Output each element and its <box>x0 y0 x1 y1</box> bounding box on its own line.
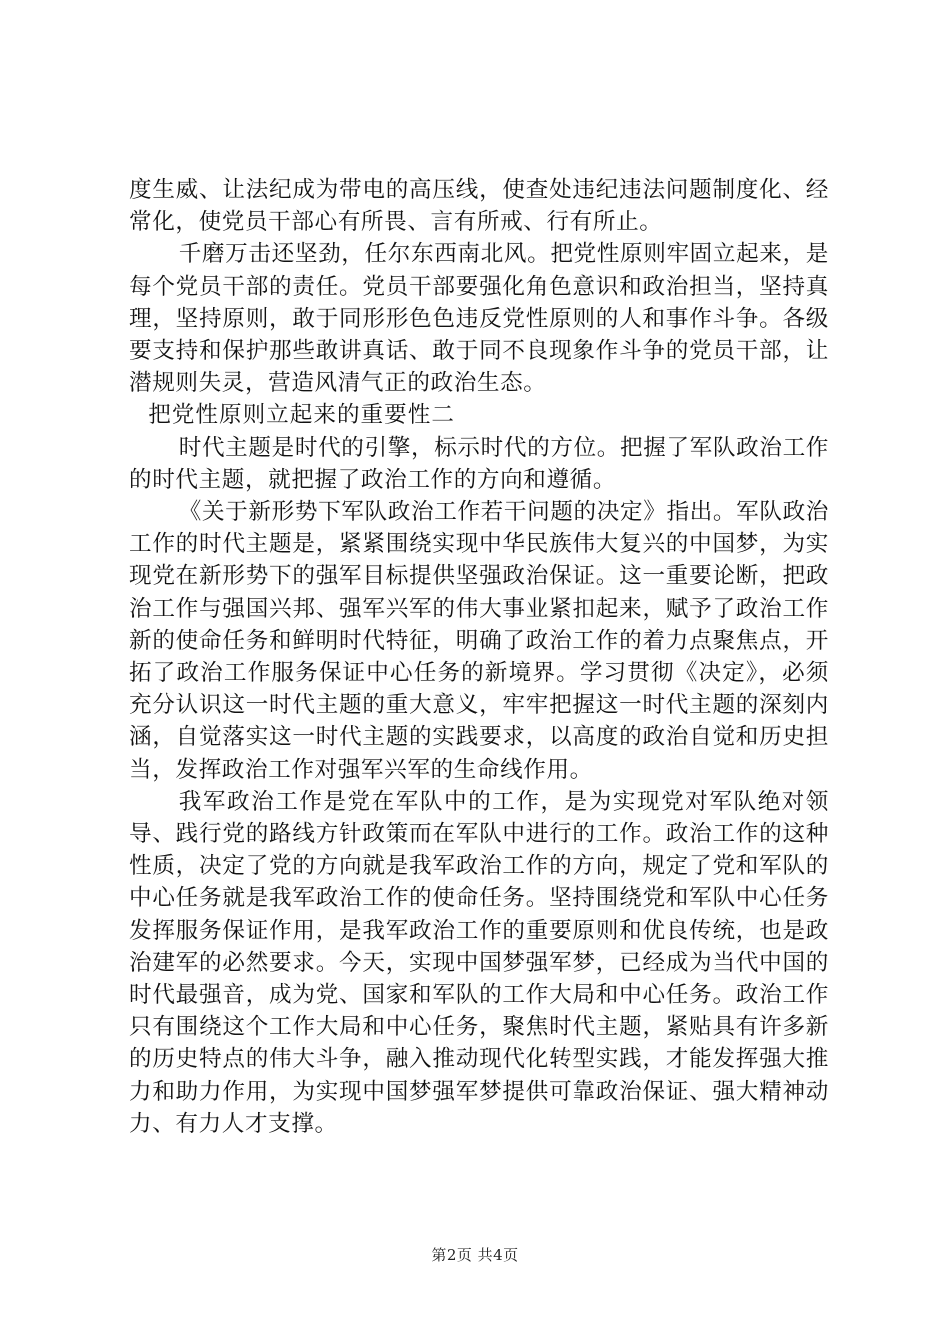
document-body <box>129 174 829 1140</box>
paragraph: 《关于新形势下军队政治工作若干问题的决定》指出。军队政治工作的时代主题是，紧紧围绕实现中华民族伟大复兴的中国梦，为实现党在新形势下的强军目标提供坚强政治保证。这一重要论断，把政治工作与强国兴邦、强军兴军的伟大事业紧扣起来，赋予了政治工作新的使命任务和鲜明时代特征，明确了政治工作的着力点聚焦点，开拓了政治工作服务保证中心任务的新境界。学习贯彻《决定》，必须充分认识这一时代主题的重大意义，牢牢把握这一时代主题的深刻内涵，自觉落实这一时代主题的实践要求，以高度的政治自觉和历史担当，发挥政治工作对强军兴军的生命线作用。 <box>129 499 829 783</box>
paragraph: 千磨万击还坚劲，任尔东西南北风。把党性原则牢固立起来，是每个党员干部的责任。党员干部要强化角色意识和政治担当，坚持真理，坚持原则，敢于同形形色色违反党性原则的人和事作斗争。各级要支持和保护那些敢讲真话、敢于同不良现象作斗争的党员干部，让潜规则失灵，营造风清气正的政治生态。 <box>129 241 829 397</box>
section-heading: 把党性原则立起来的重要性二 <box>148 402 455 429</box>
paragraph-continuation: 度生威、让法纪成为带电的高压线，使查处违纪违法问题制度化、经常化，使党员干部心有所畏、言有所戒、行有所止。 <box>129 177 829 236</box>
paragraph: 我军政治工作是党在军队中的工作，是为实现党对军队绝对领导、践行党的路线方针政策而在军队中进行的工作。政治工作的这种性质，决定了党的方向就是我军政治工作的方向，规定了党和军队的中心任务就是我军政治工作的使命任务。坚持围绕党和军队中心任务发挥服务保证作用，是我军政治工作的重要原则和优良传统，也是政治建军的必然要求。今天，实现中国梦强军梦，已经成为当代中国的时代最强音，成为党、国家和军队的工作大局和中心任务。政治工作只有围绕这个工作大局和中心任务，聚焦时代主题，紧贴具有许多新的历史特点的伟大斗争，融入推动现代化转型实践，才能发挥强大推力和助力作用，为实现中国梦强军梦提供可靠政治保证、强大精神动力、有力人才支撑。 <box>129 788 829 1137</box>
page-number-footer: 第2页 共4页 <box>431 1246 519 1264</box>
paragraph: 时代主题是时代的引擎，标示时代的方位。把握了军队政治工作的时代主题，就把握了政治工作的方向和遵循。 <box>129 434 829 493</box>
